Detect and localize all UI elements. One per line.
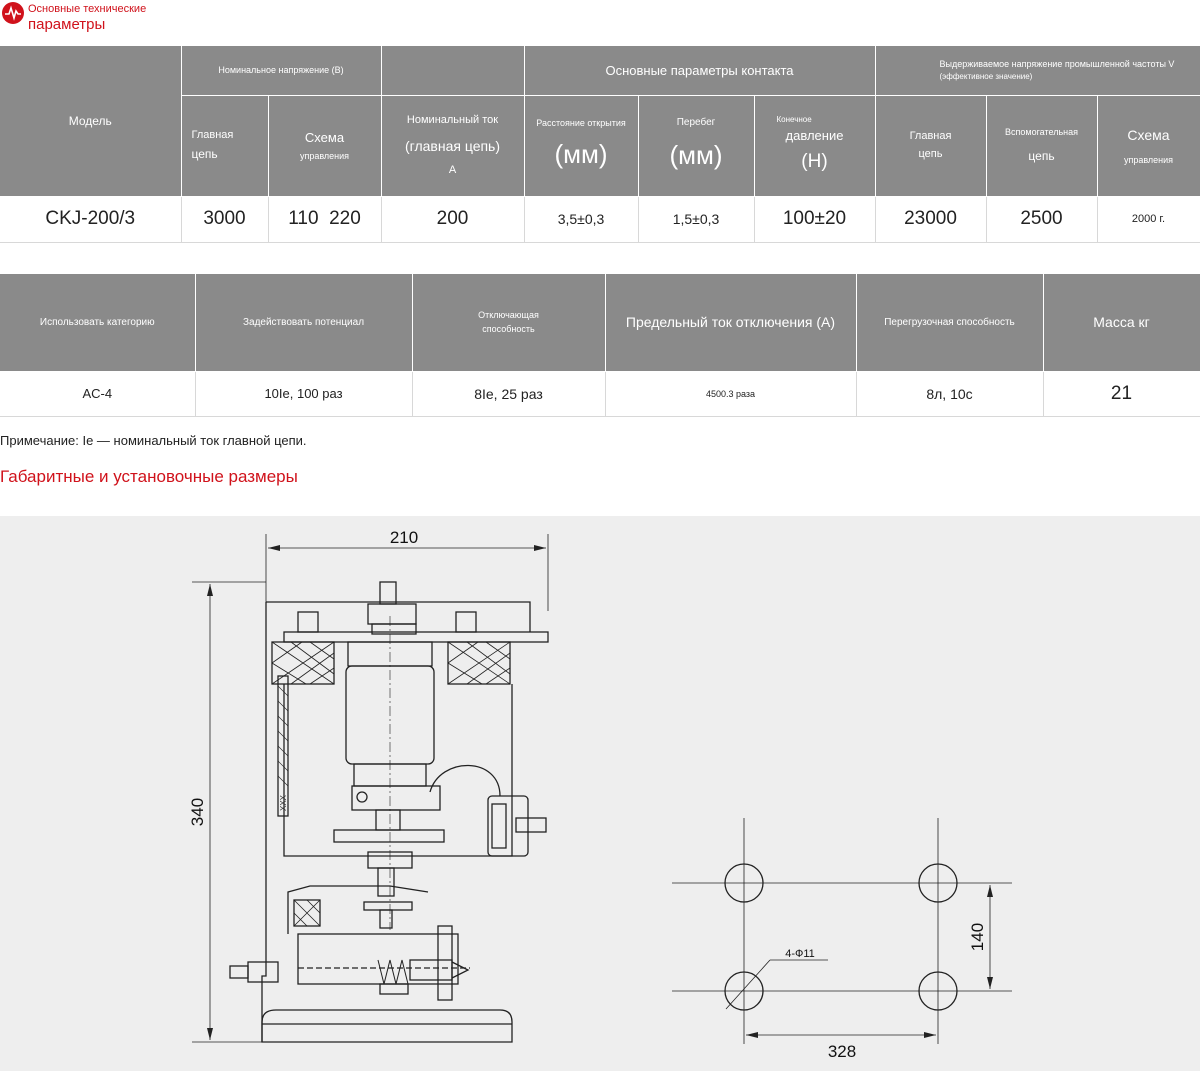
hole-spacing-vertical-label: 140 <box>968 922 987 952</box>
header-withstand-voltage <box>875 46 1200 95</box>
header-title: параметры <box>28 16 106 33</box>
contactor-drawing <box>0 516 1200 1071</box>
header-rated-current <box>381 95 524 196</box>
header-final-pressure <box>754 95 875 196</box>
cell-overload: 8л, 10с <box>856 371 1043 416</box>
hole-spacing-horizontal-label: 328 <box>827 1042 857 1061</box>
rated-current-a: Номинальный ток <box>406 113 499 126</box>
cell-control-voltage: 110 220 <box>268 196 381 242</box>
header-open-distance <box>524 95 638 196</box>
technical-parameters-table <box>0 46 1200 243</box>
control-b: управления <box>299 150 350 161</box>
w-main-a: Главная <box>909 129 952 142</box>
header-withstand-aux <box>986 95 1097 196</box>
cell-limit-current: 4500.3 раза <box>605 371 856 416</box>
cell-breaking: 8Ie, 25 раз <box>412 371 605 416</box>
coil-marking: XXX <box>279 794 288 812</box>
cell-withstand-aux: 2500 <box>986 196 1097 242</box>
breaking-b: способность <box>482 324 535 335</box>
header-limit-current: Предельный ток отключения (А) <box>605 274 856 371</box>
cell-overtravel: 1,5±0,3 <box>638 196 754 242</box>
section-title: Габаритные и установочные размеры <box>0 467 298 486</box>
header-main-circuit <box>181 95 268 196</box>
open-distance-unit: (мм) <box>554 138 608 169</box>
header-breaking <box>412 274 605 371</box>
open-distance-label: Расстояние открытия <box>536 117 626 128</box>
header-contact-params: Основные параметры контакта <box>524 46 875 95</box>
header-mass: Масса кг <box>1043 274 1200 371</box>
logo-icon <box>2 2 24 24</box>
cell-mass: 21 <box>1043 371 1200 416</box>
cell-potential: 10Ie, 100 раз <box>195 371 412 416</box>
control-a: Схема <box>304 129 345 145</box>
height-dimension-label: 340 <box>188 797 207 827</box>
w-ctrl-a: Схема <box>1127 127 1170 144</box>
table-row <box>0 371 1200 416</box>
rated-current-c: А <box>448 163 457 176</box>
main-circuit-b: цепь <box>191 146 218 161</box>
header-category: Использовать категорию <box>0 274 195 371</box>
withstand-line2: (эффективное значение) <box>939 72 1033 82</box>
header-blank <box>381 46 524 95</box>
cell-rated-current: 200 <box>381 196 524 242</box>
usage-parameters-table <box>0 274 1200 417</box>
rated-current-b: (главная цепь) <box>404 138 501 155</box>
overtravel-label: Перебег <box>676 116 716 128</box>
footnote: Примечание: Ie — номинальный ток главной цепи. <box>0 433 307 448</box>
breaking-a: Отключающая <box>478 309 539 320</box>
cell-withstand-main: 23000 <box>875 196 986 242</box>
overtravel-unit: (мм) <box>669 139 723 170</box>
cell-final-pressure: 100±20 <box>754 196 875 242</box>
header-control-scheme <box>268 95 381 196</box>
cell-withstand-control: 2000 г. <box>1097 196 1200 242</box>
header-overtravel <box>638 95 754 196</box>
header-model: Модель <box>0 46 181 196</box>
header-rated-voltage: Номинальное напряжение (В) <box>181 46 381 95</box>
cell-main-voltage: 3000 <box>181 196 268 242</box>
header-potential: Задействовать потенциал <box>195 274 412 371</box>
dimension-drawing <box>0 516 1200 1071</box>
final-pressure-b: давление <box>785 128 844 144</box>
header-subtitle: Основные технические <box>28 3 147 15</box>
hole-label: 4-Ф11 <box>785 948 815 960</box>
header-withstand-control <box>1097 95 1200 196</box>
page-header <box>0 0 400 40</box>
final-pressure-c: (Н) <box>801 151 828 173</box>
header-overload: Перегрузочная способность <box>856 274 1043 371</box>
width-dimension-label: 210 <box>389 528 419 547</box>
w-ctrl-b: управления <box>1123 154 1174 165</box>
final-pressure-a: Конечное <box>776 114 812 124</box>
cell-category: AC-4 <box>0 371 195 416</box>
main-circuit-a: Главная <box>191 129 234 142</box>
w-aux-a: Вспомогательная <box>1005 126 1078 137</box>
cell-model: CKJ-200/3 <box>0 196 181 242</box>
w-main-b: цепь <box>918 147 943 160</box>
table-row <box>0 196 1200 242</box>
withstand-line1: Выдерживаемое напряжение промышленной частоты V <box>939 59 1175 70</box>
cell-open-distance: 3,5±0,3 <box>524 196 638 242</box>
w-aux-b: цепь <box>1028 149 1055 164</box>
header-withstand-main <box>875 95 986 196</box>
